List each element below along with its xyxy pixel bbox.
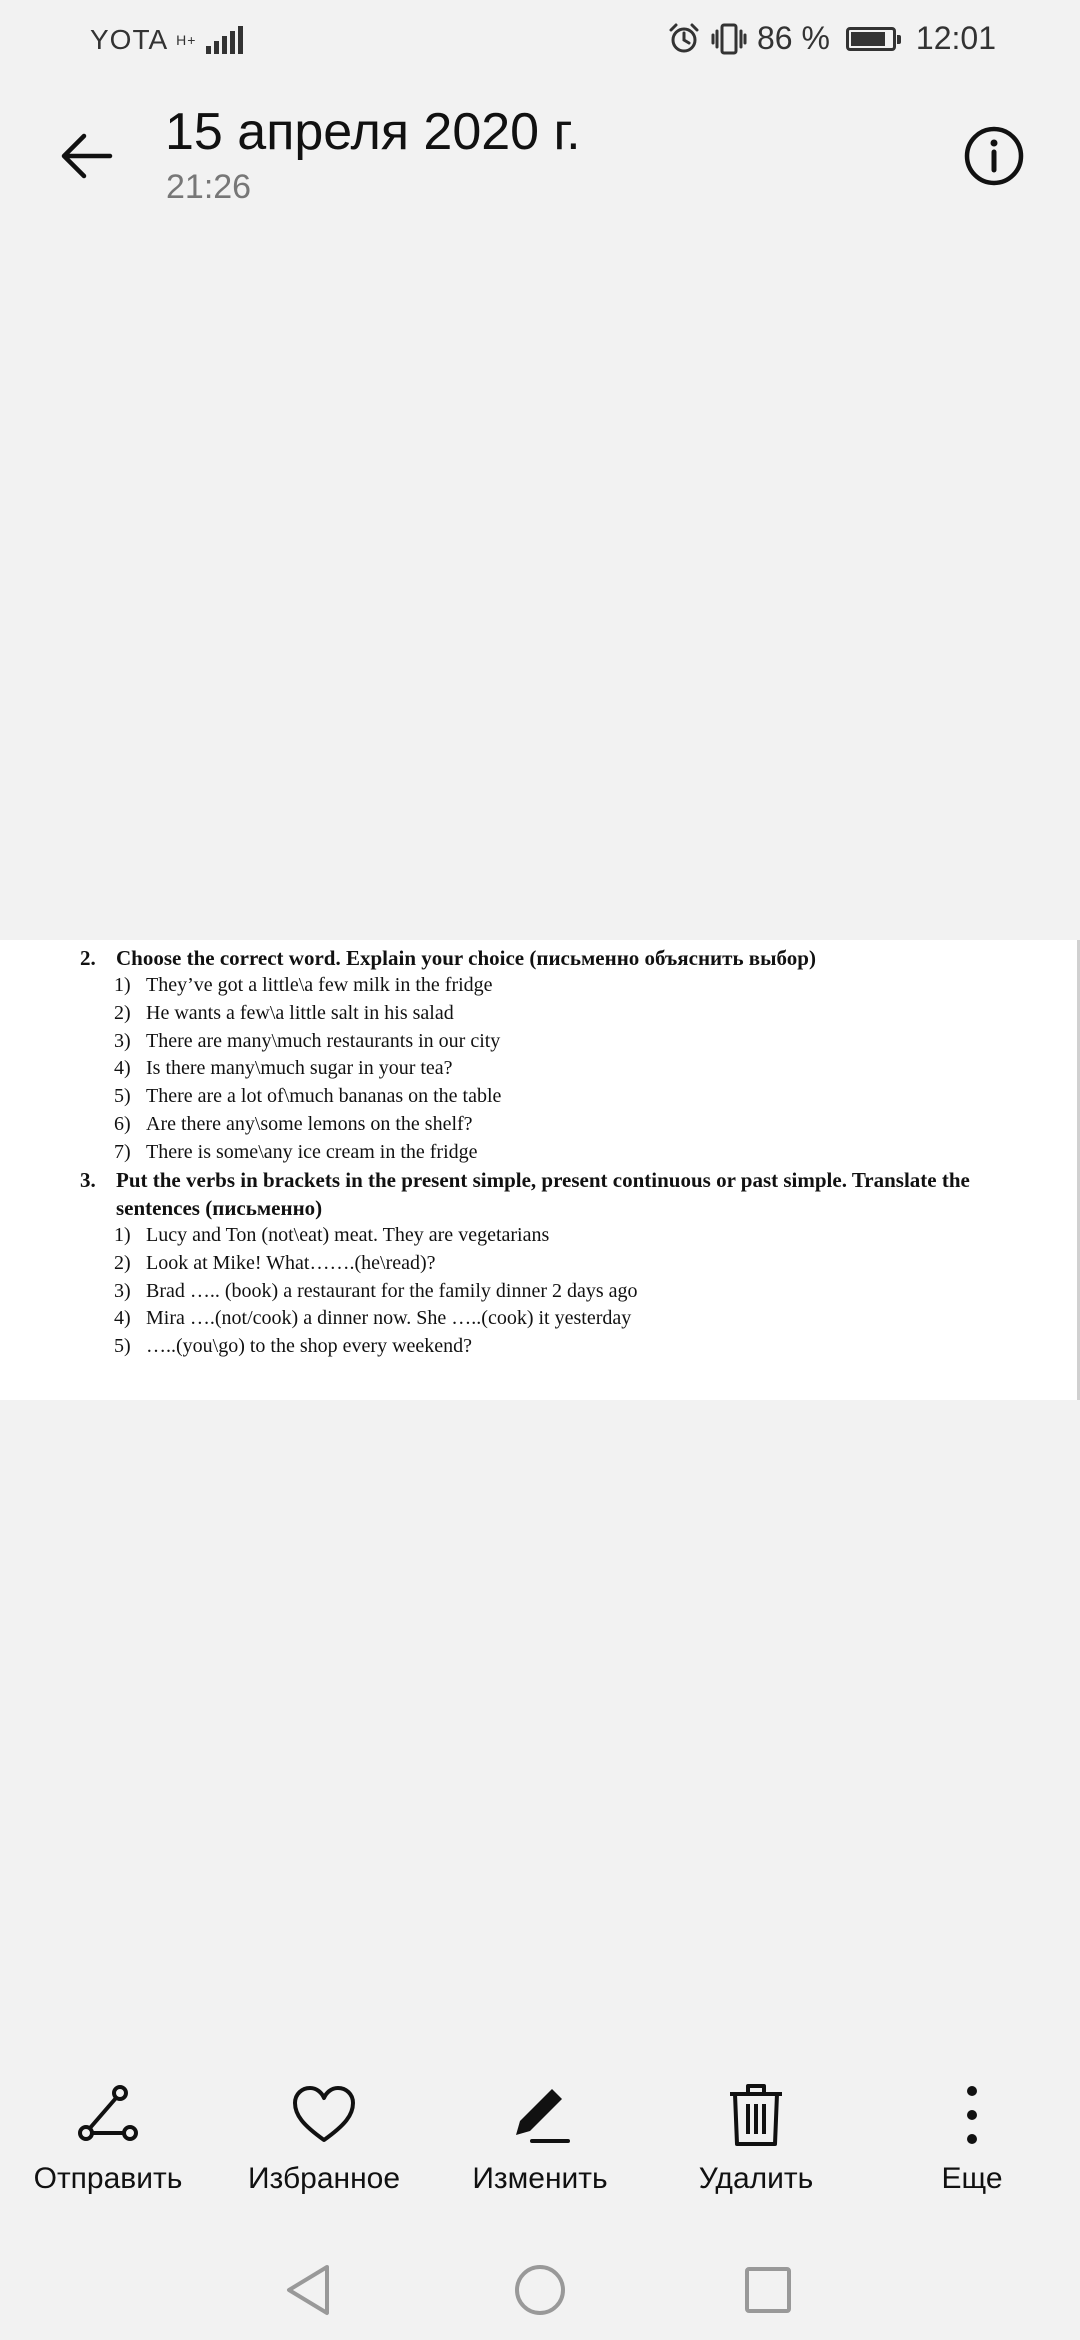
item-number: 5) [114, 1335, 131, 1358]
page-title: 15 апреля 2020 г. [165, 103, 581, 161]
section-heading: Put the verbs in brackets in the present simple, present continuous or past simple. Translate the sentences (письменно) [116, 1168, 970, 1220]
clock: 12:01 [915, 20, 996, 56]
item-number: 5) [114, 1085, 131, 1108]
delete-label: Удалить [698, 2162, 814, 2195]
item-text: Lucy and Ton (not\eat) meat. They are vegetarians [146, 1224, 550, 1246]
section-heading: Choose the correct word. Explain your choice (письменно объяснить выбор) [116, 946, 816, 970]
item-number: 1) [114, 1224, 131, 1246]
nav-recents-button[interactable] [728, 2250, 808, 2330]
vibrate-icon [711, 22, 747, 56]
nav-home-button[interactable] [500, 2250, 580, 2330]
item-number: 1) [114, 974, 131, 996]
item-text: Are there any\some lemons on the shelf? [146, 1112, 473, 1135]
item-text: …..(you\go) to the shop every weekend? [146, 1335, 473, 1358]
exercise-list [80, 972, 1040, 1167]
more-button[interactable] [872, 2080, 1072, 2196]
navigation-bar [0, 2240, 1080, 2340]
item-text: Is there many\much sugar in your tea? [146, 1057, 453, 1080]
section-number: 2. [80, 946, 96, 970]
back-button[interactable] [50, 120, 122, 192]
list-item [80, 1028, 1040, 1056]
heart-icon [289, 2080, 359, 2150]
share-icon [73, 2080, 143, 2150]
item-text: There are a lot of\much bananas on the table [146, 1085, 502, 1108]
item-text: He wants a few\a little salt in his salad [146, 1001, 454, 1024]
item-text: Mira ….(not/cook) a dinner now. She …..(cook) it yesterday [146, 1307, 632, 1330]
battery-icon [846, 27, 896, 51]
nav-back-button[interactable] [268, 2250, 348, 2330]
edit-icon [505, 2080, 575, 2150]
signal-icon [206, 26, 243, 54]
carrier-name: YOTA [90, 24, 169, 55]
doc-heading [80, 944, 1040, 972]
list-item [80, 1250, 1040, 1278]
item-text: There are many\much restaurants in our city [146, 1029, 501, 1052]
list-item [80, 1000, 1040, 1028]
item-text: Brad ….. (book) a restaurant for the family dinner 2 days ago [146, 1279, 638, 1302]
more-icon [937, 2080, 1007, 2150]
list-item [80, 1083, 1040, 1111]
item-number: 3) [114, 1029, 131, 1052]
info-button[interactable] [958, 120, 1030, 192]
item-number: 2) [114, 1001, 131, 1024]
item-number: 4) [114, 1057, 131, 1080]
item-number: 4) [114, 1307, 131, 1330]
item-text: They’ve got a little\a few milk in the fridge [146, 974, 493, 996]
home-circle-icon [513, 2263, 567, 2317]
list-item [80, 1055, 1040, 1083]
item-number: 7) [114, 1140, 131, 1163]
list-item [80, 1305, 1040, 1333]
network-type: H+ [176, 32, 197, 48]
more-label: Еще [941, 2162, 1003, 2195]
page-subtitle: 21:26 [166, 168, 252, 206]
list-item [80, 1139, 1040, 1167]
status-bar [0, 0, 1080, 80]
battery-fill [851, 32, 885, 46]
favorite-label: Избранное [247, 2162, 401, 2195]
action-bar [0, 2080, 1080, 2230]
list-item [80, 972, 1040, 1000]
info-icon [963, 125, 1025, 187]
exercise-list [80, 1222, 1040, 1361]
alarm-icon [667, 22, 701, 56]
recents-square-icon [743, 2265, 793, 2315]
item-number: 6) [114, 1112, 131, 1135]
item-text: Look at Mike! What…….(he\read)? [146, 1251, 436, 1274]
item-text: There is some\any ice cream in the fridge [146, 1140, 478, 1163]
item-number: 2) [114, 1251, 131, 1274]
doc-section-3 [80, 1166, 1040, 1361]
doc-section-2 [80, 944, 1040, 1167]
send-button[interactable] [8, 2080, 208, 2196]
item-number: 3) [114, 1279, 131, 1302]
carrier-info [90, 24, 243, 56]
battery-percent: 86 % [756, 20, 830, 56]
favorite-button[interactable] [224, 2080, 424, 2196]
document-image[interactable] [0, 940, 1080, 1400]
status-icons [667, 20, 996, 57]
arrow-left-icon [56, 126, 116, 186]
header [0, 90, 1080, 220]
list-item [80, 1111, 1040, 1139]
back-triangle-icon [283, 2263, 333, 2317]
delete-button[interactable] [656, 2080, 856, 2196]
trash-icon [721, 2080, 791, 2150]
send-label: Отправить [33, 2162, 183, 2195]
list-item [80, 1222, 1040, 1250]
doc-heading [80, 1166, 1040, 1222]
section-number: 3. [80, 1168, 96, 1192]
edit-button[interactable] [440, 2080, 640, 2196]
list-item [80, 1333, 1040, 1361]
list-item [80, 1278, 1040, 1306]
edit-label: Изменить [472, 2162, 608, 2195]
